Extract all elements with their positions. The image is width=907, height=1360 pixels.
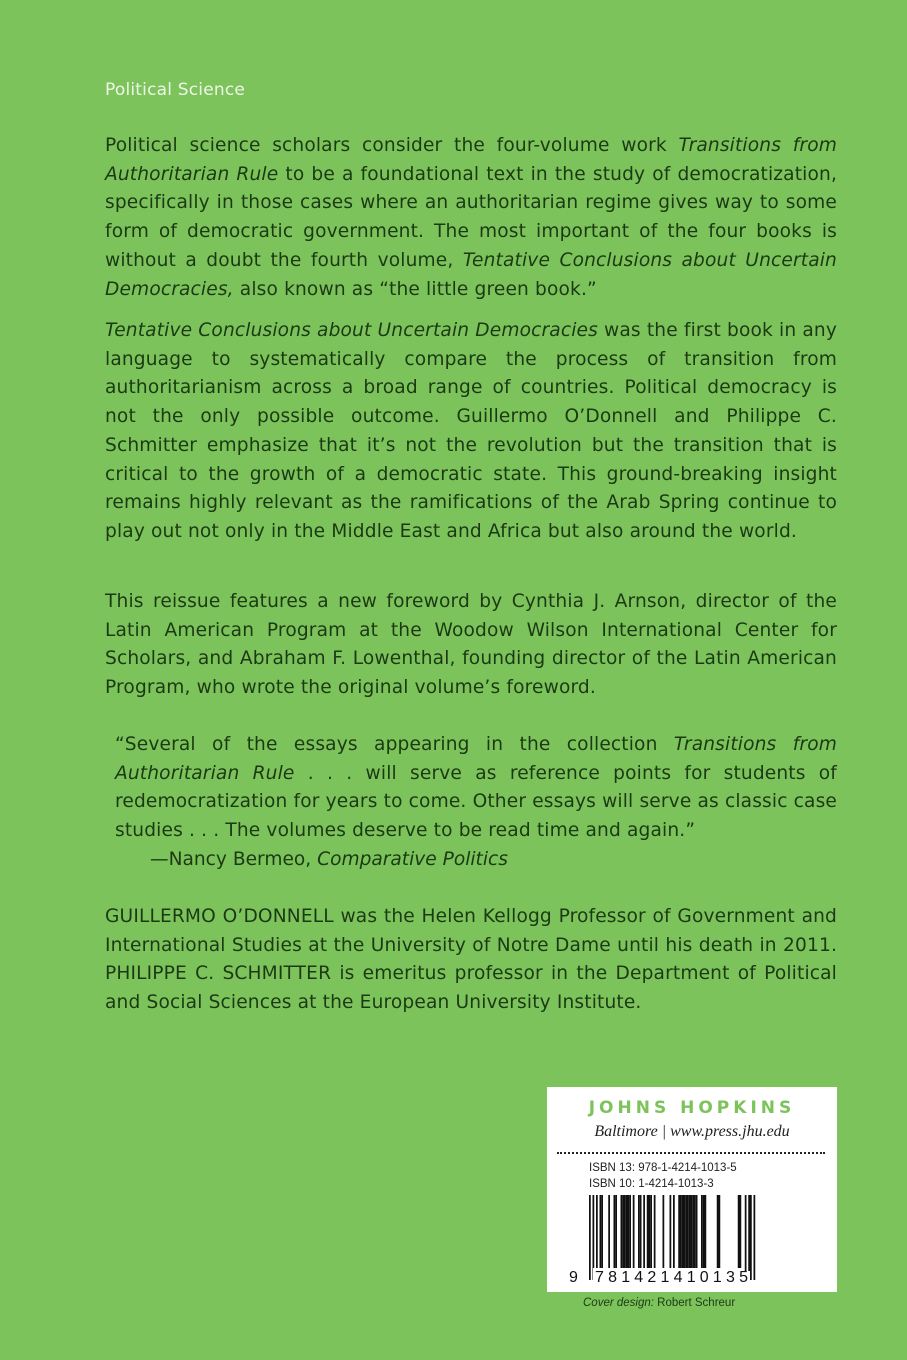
barcode-bar xyxy=(663,1195,665,1271)
review-quote xyxy=(115,731,837,846)
barcode-bar xyxy=(614,1195,616,1271)
isbn-10: ISBN 10: 1-4214-1013-3 xyxy=(589,1178,714,1190)
text: Political science scholars consider the four-volume work xyxy=(105,135,679,156)
barcode-bar xyxy=(745,1195,747,1271)
barcode-bar xyxy=(691,1195,693,1271)
barcode-bar xyxy=(705,1195,707,1271)
barcode-bar xyxy=(687,1195,689,1271)
text: also known as “the little green book.” xyxy=(233,278,597,300)
barcode-bar xyxy=(654,1195,656,1271)
reviewer: —Nancy Bermeo, xyxy=(150,849,318,870)
barcode-bar xyxy=(748,1195,750,1271)
isbn-13: ISBN 13: 978-1-4214-1013-5 xyxy=(589,1162,737,1174)
description-paragraph-3: This reissue features a new foreword by Cynthia J. Arnson, director of the Latin American Program at the Woodow Wilson International Center for Scholars, and Abraham F. Lowenthal, founding director of the Latin American Program, who wrote the original volume’s foreword. xyxy=(105,591,837,699)
publication: Comparative Politics xyxy=(317,849,508,870)
barcode-bar xyxy=(673,1195,675,1280)
publisher-location: Baltimore | www.press.jhu.edu xyxy=(594,1123,790,1140)
text: to be a foundational text in the study of democratization, specifically in those cases where an authoritarian regime gives way to some form of democratic government. The most important of the four books is without a doubt the fourth volume, xyxy=(105,163,838,271)
barcode-bar xyxy=(643,1195,645,1271)
publisher-logo: JOHNS HOPKINS xyxy=(588,1098,796,1118)
book-title: Tentative Conclusions about Uncertain Democracies xyxy=(105,320,598,341)
barcode-bar xyxy=(719,1195,721,1271)
barcode-bar xyxy=(750,1195,752,1280)
credit-label: Cover design: xyxy=(583,1297,654,1309)
barcode-bar xyxy=(647,1195,649,1271)
barcode-bar xyxy=(689,1195,691,1271)
barcode-bar xyxy=(703,1195,705,1271)
barcode-bar xyxy=(649,1195,651,1271)
designer-name: Robert Schreur xyxy=(653,1297,736,1309)
barcode-bar xyxy=(593,1195,595,1280)
barcode-digits: 9 xyxy=(569,1269,578,1286)
barcode-bar xyxy=(629,1195,631,1271)
barcode-bar xyxy=(682,1195,684,1271)
barcode-box xyxy=(547,1087,837,1292)
barcode-bar xyxy=(596,1195,598,1271)
book-title: Transitions from Authoritarian Rule xyxy=(105,135,837,185)
barcode-digits: 781421410135 xyxy=(595,1269,753,1286)
barcode-bar xyxy=(621,1195,623,1271)
barcode-bar xyxy=(696,1195,698,1271)
barcode-bar xyxy=(717,1195,719,1271)
barcode-bar xyxy=(628,1195,630,1271)
barcode-bar xyxy=(608,1195,610,1271)
author-bio: GUILLERMO O’DONNELL was the Helen Kellogg Professor of Government and International Studies at the University of Notre Dame until his death in 2011. PHILIPPE C. SCHMITTER is emeritus professor in the Department of Political and Social Sciences at the European University Institute. xyxy=(105,906,837,1014)
barcode-bar xyxy=(684,1195,686,1271)
barcode-bar xyxy=(680,1195,682,1271)
quote-attribution xyxy=(150,846,508,875)
barcode-bar xyxy=(701,1195,703,1271)
barcode-bar xyxy=(638,1195,640,1271)
category-label: Political Science xyxy=(105,80,246,100)
barcode-bar xyxy=(600,1195,602,1271)
barcode-bar xyxy=(615,1195,617,1271)
barcode xyxy=(547,1087,837,1292)
barcode-bar xyxy=(622,1195,624,1271)
book-title: Transitions from Authoritarian Rule xyxy=(115,734,837,784)
text: “Several of the essays appearing in the collection xyxy=(115,734,674,755)
description-paragraph-2 xyxy=(105,317,837,547)
barcode-bar xyxy=(678,1195,680,1271)
barcode-bar xyxy=(626,1195,628,1271)
barcode-bar xyxy=(738,1195,740,1271)
barcode-bar xyxy=(740,1195,742,1271)
text: . . . will serve as reference points for students of redemocratization for years to come. Other essays will serve as classic case studies . . . The volumes deserve to be read time and again.” xyxy=(115,762,838,842)
text: was the first book in any language to systematically compare the process of transition from authoritarianism across a broad range of countries. Political democracy is not the only possible outcome. Guillermo O’Donnell and Philippe C. Schmitter emphasize that it’s not the revolution but the transition that is critical to the growth of a democratic state. This ground-breaking insight remains highly relevant as the ramifications of the Arab Spring continue to play out not only in the Middle East and Africa but also around the world. xyxy=(105,320,837,542)
barcode-bar xyxy=(633,1195,635,1271)
book-title: Tentative Conclusions about Uncertain Democracies, xyxy=(105,249,837,300)
barcode-bar xyxy=(624,1195,626,1271)
description-paragraph-1 xyxy=(105,132,837,304)
barcode-bar xyxy=(694,1195,696,1271)
barcode-bar xyxy=(754,1195,756,1280)
barcode-bar xyxy=(589,1195,591,1280)
barcode-bar xyxy=(670,1195,672,1280)
cover-credit xyxy=(583,1297,735,1309)
barcode-bar xyxy=(640,1195,642,1271)
barcode-bar xyxy=(685,1195,687,1271)
barcode-bar xyxy=(692,1195,694,1271)
barcode-bar xyxy=(601,1195,603,1271)
barcode-bar xyxy=(650,1195,652,1271)
